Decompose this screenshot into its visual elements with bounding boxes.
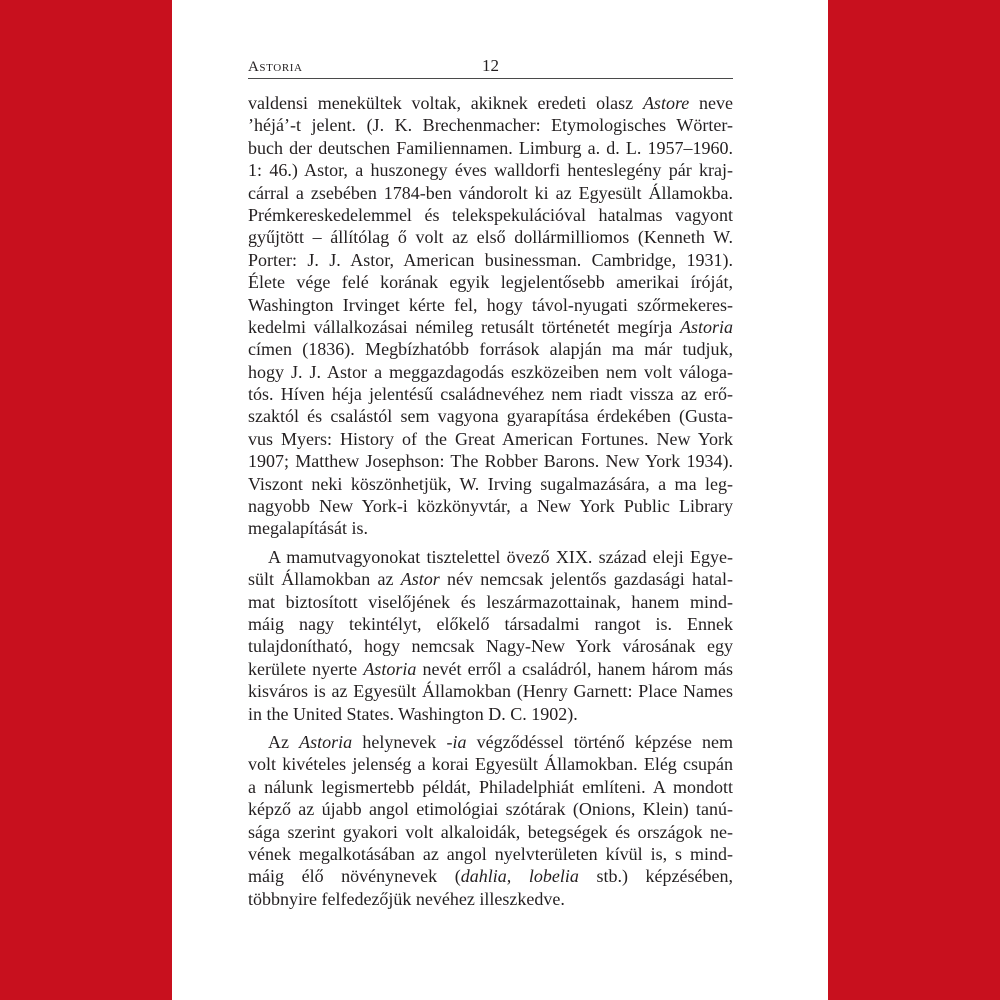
text-run: cárral a zsebében 1784-ben vándorolt ki az Egyesült Államokba.: [248, 182, 733, 203]
line-content: [268, 732, 733, 752]
italic-text: -ia: [446, 731, 467, 752]
line-content: [248, 250, 733, 270]
line-content: [248, 866, 733, 886]
italic-text: Astoria: [679, 316, 733, 337]
line-content: [248, 317, 733, 337]
text-line: [248, 137, 733, 159]
text-run: Az: [268, 731, 300, 752]
text-line: [248, 182, 733, 204]
text-run: 1907; Matthew Josephson: The Robber Barons. New York 1934).: [248, 451, 733, 472]
text-run: 1: 46.) Astor, a huszonegy éves walldorfi henteslegény pár kraj-: [248, 160, 733, 181]
text-line: [248, 546, 733, 568]
text-line: [248, 338, 733, 360]
line-content: [248, 636, 733, 656]
line-content: [248, 659, 733, 679]
book-page: [172, 0, 828, 1000]
text-run: máig élő növénynevek (: [248, 866, 461, 887]
running-header: [248, 57, 733, 77]
text-line: [248, 635, 733, 657]
text-run: Porter: J. J. Astor, American businessman. Cambridge, 1931).: [248, 249, 733, 270]
text-run: kerülete nyerte: [248, 658, 364, 679]
text-run: tós. Híven héja jelentésű családnevéhez nem riadt vissza az erő-: [248, 384, 733, 405]
text-line: [248, 114, 733, 136]
line-content: [248, 339, 733, 359]
italic-text: Astore: [642, 93, 690, 113]
text-run: valdensi menekültek voltak, akiknek eredeti olasz: [248, 93, 643, 113]
text-line: [248, 798, 733, 820]
text-run: mat biztosított viselőjének és leszármazottainak, hanem mind-: [248, 591, 733, 612]
text-run: in the United States. Washington D. C. 1902).: [248, 703, 578, 724]
line-content: [248, 518, 368, 538]
text-line: [248, 658, 733, 680]
body-text: [248, 92, 733, 910]
text-line: [248, 271, 733, 293]
text-run: Élete vége felé korának egyik legjelentősebb amerikai íróját,: [248, 272, 733, 293]
text-run: sága szerint gyakori volt alkaloidák, betegségek és országok ne-: [248, 821, 733, 842]
text-run: ’héjá’-t jelent. (J. K. Brechenmacher: Etymologisches Wörter-: [248, 115, 733, 136]
text-line: [248, 843, 733, 865]
text-line: [248, 568, 733, 590]
line-content: [248, 704, 578, 724]
line-content: [268, 547, 733, 567]
text-line: [248, 591, 733, 613]
text-line: [248, 405, 733, 427]
text-run: volt kivételes jelenség a korai Egyesült Államokban. Elég csupán: [248, 754, 733, 775]
text-line: [248, 865, 733, 887]
line-content: [248, 844, 733, 864]
line-content: [248, 295, 733, 315]
line-content: [248, 754, 733, 774]
text-line: [248, 204, 733, 226]
text-run: név nemcsak jelentős gazdasági hatal-: [439, 569, 733, 590]
italic-text: Astor: [400, 569, 440, 590]
page-number: 12: [482, 56, 499, 75]
line-content: [248, 681, 733, 701]
header-rule: [248, 78, 733, 79]
line-content: [248, 138, 733, 158]
text-line: [248, 473, 733, 495]
text-run: Prémkereskedelemmel és telekspekulációval hatalmas vagyont: [248, 204, 733, 225]
text-run: kisváros is az Egyesült Államokban (Henry Garnett: Place Names: [248, 681, 733, 702]
text-run: stb.) képzésében,: [578, 866, 733, 887]
italic-text: dahlia, lobelia: [460, 866, 579, 887]
line-content: [248, 777, 733, 797]
text-line: [248, 703, 733, 725]
text-line: [248, 361, 733, 383]
line-content: [248, 93, 733, 113]
text-line: [248, 92, 733, 114]
text-run: a nálunk legismertebb példát, Philadelphiát említeni. A mondott: [248, 776, 733, 797]
text-line: [248, 428, 733, 450]
text-line: [248, 383, 733, 405]
text-run: tulajdonítható, hogy nemcsak Nagy-New York városának egy: [248, 636, 733, 657]
line-content: [248, 183, 733, 203]
text-run: sült Államokban az: [248, 569, 401, 590]
line-content: [248, 384, 733, 404]
text-line: [248, 613, 733, 635]
text-run: nevét erről a családról, hanem három más: [416, 658, 734, 679]
text-run: Washington Irvinget kérte fel, hogy távol-nyugati szőrmekeres-: [248, 294, 733, 315]
text-run: nagyobb New York-i közkönyvtár, a New York Public Library: [248, 496, 733, 517]
line-content: [248, 592, 733, 612]
text-run: megalapítását is.: [248, 518, 368, 539]
text-line: [248, 517, 733, 539]
line-content: [248, 496, 733, 516]
text-line: [248, 495, 733, 517]
line-content: [248, 451, 733, 471]
line-content: [248, 429, 733, 449]
line-content: [248, 115, 733, 135]
italic-text: Astoria: [299, 731, 353, 752]
text-run: címen (1836). Megbízhatóbb források alapján ma már tudjuk,: [248, 339, 733, 360]
text-run: képző az újabb angol etimológiai szótárak (Onions, Klein) tanú-: [248, 799, 733, 820]
line-content: [248, 799, 733, 819]
text-run: vének megalkotásában az angol nyelvterületen kívül is, s mind-: [248, 843, 733, 864]
line-content: [248, 569, 733, 589]
text-line: [248, 316, 733, 338]
italic-text: Astoria: [363, 658, 417, 679]
text-line: [248, 159, 733, 181]
text-line: [248, 731, 733, 753]
text-run: végződéssel történő képzése nem: [466, 731, 734, 752]
line-content: [248, 362, 733, 382]
text-line: [248, 294, 733, 316]
paragraph: [248, 92, 733, 540]
running-title: Astoria: [248, 59, 303, 75]
text-line: [248, 821, 733, 843]
line-content: [248, 889, 565, 909]
text-run: hogy J. J. Astor a meggazdagodás eszközeiben nem volt váloga-: [248, 361, 733, 382]
text-run: többnyire felfedezőjük nevéhez illeszkedve.: [248, 888, 565, 909]
text-run: máig nagy tekintélyt, előkelő társadalmi rangot is. Ennek: [248, 613, 733, 634]
text-line: [248, 753, 733, 775]
line-content: [248, 614, 733, 634]
text-line: [248, 249, 733, 271]
text-run: Viszont neki köszönhetjük, W. Irving sugalmazására, a ma leg-: [248, 473, 733, 494]
line-content: [248, 406, 733, 426]
text-run: szaktól és csalástól sem vagyona gyarapítása érdekében (Gusta-: [248, 406, 733, 427]
text-line: [248, 776, 733, 798]
paragraph: [248, 546, 733, 725]
text-run: helynevek: [352, 731, 447, 752]
text-line: [248, 450, 733, 472]
line-content: [248, 822, 733, 842]
text-run: vus Myers: History of the Great American Fortunes. New York: [248, 428, 733, 449]
text-line: [248, 888, 733, 910]
paragraph: [248, 731, 733, 910]
text-run: A mamutvagyonokat tisztelettel övező XIX. század eleji Egye-: [268, 546, 733, 567]
text-run: buch der deutschen Familiennamen. Limburg a. d. L. 1957–1960.: [248, 137, 733, 158]
line-content: [248, 474, 733, 494]
text-run: gyűjtött – állítólag ő volt az első dollármilliomos (Kenneth W.: [248, 227, 733, 248]
text-line: [248, 226, 733, 248]
line-content: [248, 227, 733, 247]
line-content: [248, 205, 733, 225]
line-content: [248, 272, 733, 292]
text-line: [248, 680, 733, 702]
text-run: kedelmi vállalkozásai némileg retusált történetét megírja: [248, 316, 680, 337]
text-run: neve: [689, 93, 734, 113]
line-content: [248, 160, 733, 180]
